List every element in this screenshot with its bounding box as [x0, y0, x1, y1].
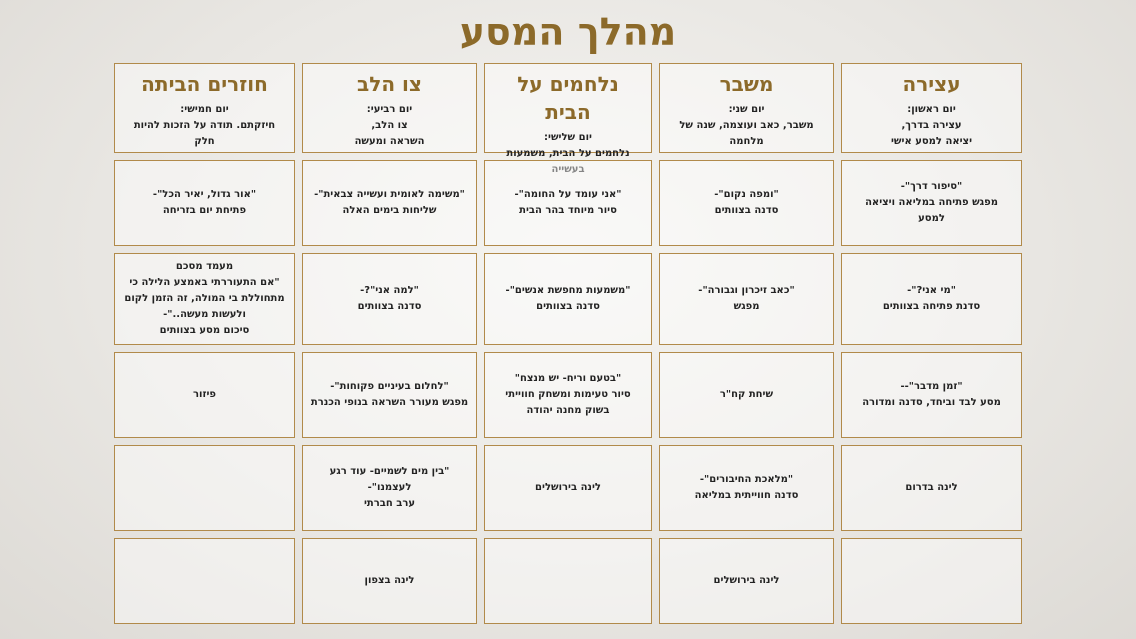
day-header-line: השראה ומעשה — [354, 136, 425, 147]
day-header-line: בעשייה — [551, 164, 585, 175]
schedule-line: סיור טעימות ומשחק חווייתי — [505, 389, 631, 400]
schedule-cell — [114, 538, 295, 624]
schedule-line: פיזור — [193, 389, 216, 400]
schedule-line: לינה בצפון — [364, 575, 415, 586]
schedule-line: מתחוללת בי המולה, זה הזמן לקום — [124, 293, 285, 304]
page-title: מהלך המסע — [459, 10, 677, 54]
schedule-line: שליחות בימים האלה — [342, 205, 437, 216]
day-header-cell — [114, 63, 295, 153]
schedule-line: סיכום מסע בצוותים — [159, 325, 250, 336]
schedule-line: "זמן מדבר"-- — [900, 381, 963, 392]
day-header-line: עצירה בדרך, — [901, 120, 962, 131]
schedule-cell — [841, 253, 1022, 345]
schedule-line: בשוק מחנה יהודה — [526, 405, 610, 416]
schedule-cell — [114, 160, 295, 246]
schedule-cell — [659, 445, 834, 531]
schedule-line: "בין מים לשמיים- עוד רגע — [329, 466, 450, 477]
day-header-cell — [484, 63, 652, 175]
schedule-line: סדנה בצוותים — [357, 301, 422, 312]
day-header-cell — [841, 63, 1022, 153]
schedule-line: לינה בירושלים — [535, 482, 601, 493]
schedule-line: סדנת פתיחה בצוותים — [882, 301, 981, 312]
day-header-line: יום ראשון: — [907, 104, 956, 115]
schedule-cell — [484, 253, 652, 345]
schedule-line: "כאב זיכרון וגבורה"- — [698, 285, 795, 296]
schedule-line: מפגש מעורר השראה בנופי הכנרת — [310, 397, 469, 408]
day-header-line: יום רביעי: — [366, 104, 413, 115]
schedule-cell — [659, 253, 834, 345]
schedule-line: "אור גדול, יאיר הכל"- — [152, 189, 257, 200]
schedule-line: מעמד מסכם — [175, 261, 234, 272]
day-title: נלחמים על הבית — [517, 72, 619, 124]
schedule-cell — [484, 445, 652, 531]
schedule-line: "לחלום בעיניים פקוחות"- — [330, 381, 449, 392]
day-header-line: יציאה למסע אישי — [890, 136, 973, 147]
schedule-cell — [302, 253, 477, 345]
schedule-line: סדנה בצוותים — [714, 205, 779, 216]
day-header-line: יום שני: — [728, 104, 765, 115]
schedule-line: שיחת קח"ר — [719, 389, 774, 400]
schedule-cell — [114, 352, 295, 438]
schedule-cell — [302, 352, 477, 438]
schedule-cell — [841, 160, 1022, 246]
schedule-cell — [302, 538, 477, 624]
day-header-cell — [302, 63, 477, 153]
schedule-line: "מלאכת החיבורים"- — [699, 474, 794, 485]
day-header-line: מלחמה — [729, 136, 764, 147]
day-header-line: חיזקתם. תודה על הזכות להיות — [133, 120, 276, 131]
schedule-line: "מי אני?"- — [907, 285, 956, 296]
day-title: חוזרים הביתה — [141, 72, 268, 96]
schedule-line: פתיחת יום בזריחה — [162, 205, 247, 216]
schedule-line: "אם התעוררתי באמצע הלילה כי — [129, 277, 280, 288]
schedule-cell — [302, 445, 477, 531]
day-header-line: יום חמישי: — [180, 104, 229, 115]
schedule-cell — [302, 160, 477, 246]
schedule-line: סדנה חווייתית במליאה — [694, 490, 799, 501]
schedule-line: לעצמנו"- — [367, 482, 412, 493]
schedule-line: "ומפה נקום"- — [714, 189, 779, 200]
schedule-cell — [484, 352, 652, 438]
day-header-cell — [659, 63, 834, 153]
schedule-cell — [484, 160, 652, 246]
schedule-line: סיור מיוחד בהר הבית — [519, 205, 617, 216]
schedule-cell — [841, 352, 1022, 438]
schedule-line: לינה בדרום — [905, 482, 958, 493]
schedule-line: "בטעם וריח- יש מנצח" — [514, 373, 622, 384]
schedule-cell — [659, 352, 834, 438]
schedule-line: "משמעות מחפשת אנשים"- — [505, 285, 631, 296]
day-header-line: יום שלישי: — [544, 132, 592, 143]
schedule-line: סדנה בצוותים — [536, 301, 600, 312]
schedule-line: מפגש פתיחה במליאה ויציאה — [865, 197, 998, 208]
day-title: עצירה — [902, 72, 961, 96]
schedule-cell — [659, 538, 834, 624]
day-title: צו הלב — [357, 72, 422, 96]
day-header-line: משבר, כאב ועוצמה, שנה של — [679, 120, 814, 131]
day-header-line: צו הלב, — [371, 120, 408, 131]
schedule-line: ערב חברתי — [363, 498, 416, 509]
schedule-line: "משימה לאומית ועשייה צבאית"- — [314, 189, 465, 200]
day-title: משבר — [719, 72, 774, 96]
schedule-line: "למה אני"?- — [360, 285, 419, 296]
itinerary-grid — [114, 63, 1022, 623]
schedule-line: לינה בירושלים — [713, 575, 780, 586]
schedule-line: למסע — [918, 213, 945, 224]
schedule-cell — [114, 445, 295, 531]
schedule-cell — [114, 253, 295, 345]
day-header-line: חלק — [194, 136, 215, 147]
schedule-line: ולעשות מעשה.."- — [163, 309, 246, 320]
schedule-line: "סיפור דרך"- — [900, 181, 963, 192]
schedule-cell — [484, 538, 652, 624]
schedule-cell — [659, 160, 834, 246]
schedule-cell — [841, 445, 1022, 531]
schedule-line: מפגש — [733, 301, 760, 312]
schedule-line: "אני עומד על החומה"- — [514, 189, 622, 200]
day-header-line: נלחמים על הבית, משמעות — [506, 148, 630, 159]
schedule-line: מסע לבד וביחד, סדנה ומדורה — [862, 397, 1001, 408]
schedule-cell — [841, 538, 1022, 624]
